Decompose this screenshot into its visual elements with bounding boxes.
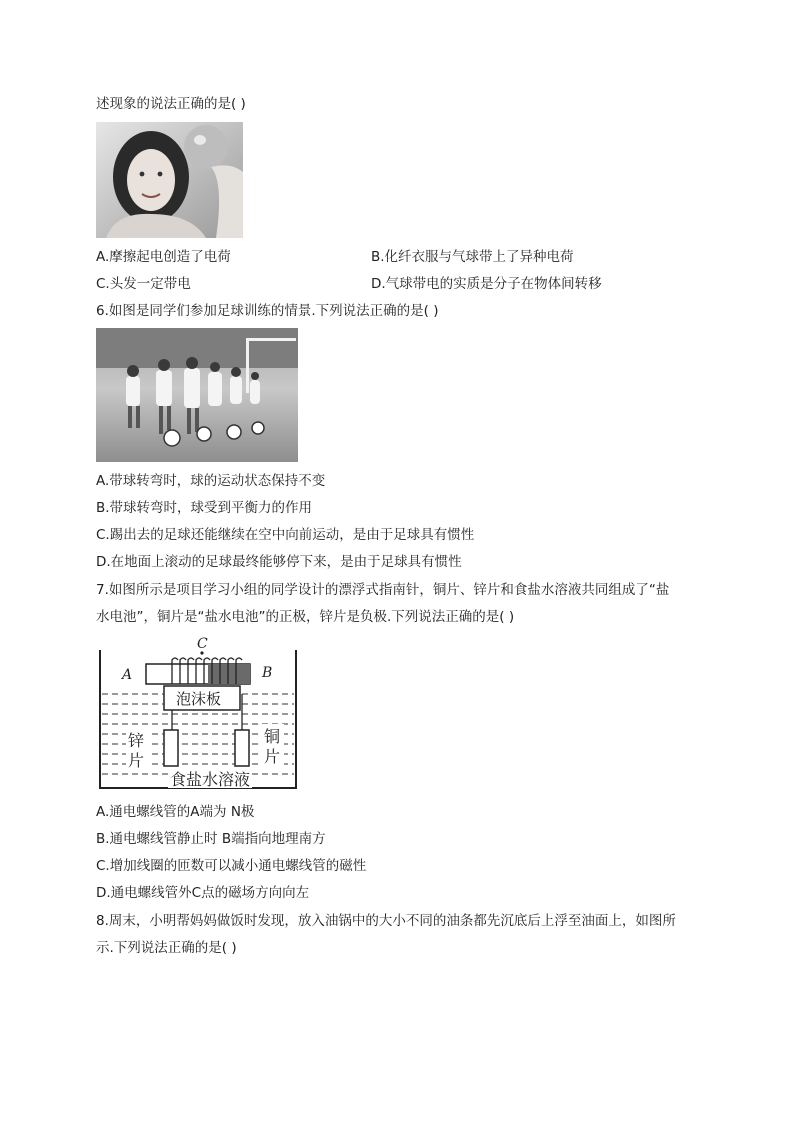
q7-foam-board-label: 泡沫板 xyxy=(176,690,222,708)
q7-stem-line1: 7.如图所示是项目学习小组的同学设计的漂浮式指南针，铜片、锌片和食盐水溶液共同组成了“盐 xyxy=(96,582,670,598)
q6-stem: 6.如图是同学们参加足球训练的情景.下列说法正确的是( ) xyxy=(96,303,439,319)
q7-option-a: A.通电螺线管的A端为 N极 xyxy=(96,804,255,820)
q5-photo-illustration xyxy=(96,122,243,238)
q7-label-c: C xyxy=(197,636,208,652)
q7-label-b: B xyxy=(262,665,273,681)
q5-option-c: C.头发一定带电 xyxy=(96,276,191,292)
q7-copper-label-1: 铜 xyxy=(264,727,281,746)
q6-photo-illustration xyxy=(96,328,298,462)
q5-photo-girl-balloon xyxy=(96,122,243,238)
q7-stem-line2: 水电池”，铜片是“盐水电池”的正极，锌片是负极.下列说法正确的是( ) xyxy=(96,609,515,625)
q7-label-a: A xyxy=(122,667,133,683)
q6-option-a: A.带球转弯时，球的运动状态保持不变 xyxy=(96,473,326,489)
q6-option-c: C.踢出去的足球还能继续在空中向前运动，是由于足球具有惯性 xyxy=(96,527,475,543)
q5-option-b: B.化纤衣服与气球带上了异种电荷 xyxy=(371,249,574,265)
q6-option-d: D.在地面上滚动的足球最终能够停下来，是由于足球具有惯性 xyxy=(96,554,462,570)
q7-option-c: C.增加线圈的匝数可以减小通电螺线管的磁性 xyxy=(96,858,367,874)
q5-stem-end: 述现象的说法正确的是( ) xyxy=(96,96,246,112)
q7-zinc-label-2: 片 xyxy=(128,751,145,770)
q7-option-d: D.通电螺线管外C点的磁场方向向左 xyxy=(96,885,310,901)
q6-option-b: B.带球转弯时，球受到平衡力的作用 xyxy=(96,500,313,516)
q6-photo-football-training xyxy=(96,328,298,462)
q7-diagram-svg xyxy=(96,634,300,792)
q8-stem-line2: 示.下列说法正确的是( ) xyxy=(96,940,237,956)
q7-zinc-label-1: 锌 xyxy=(128,731,145,750)
q7-solution-label: 食盐水溶液 xyxy=(170,770,251,789)
q7-diagram-floating-compass xyxy=(96,634,300,792)
q8-stem-line1: 8.周末，小明帮妈妈做饭时发现，放入油锅中的大小不同的油条都先沉底后上浮至油面上，如图所 xyxy=(96,913,676,929)
q7-copper-label-2: 片 xyxy=(264,747,281,766)
q7-option-b: B.通电螺线管静止时 B端指向地理南方 xyxy=(96,831,326,847)
q5-option-d: D.气球带电的实质是分子在物体间转移 xyxy=(371,276,602,292)
q5-option-a: A.摩擦起电创造了电荷 xyxy=(96,249,231,265)
